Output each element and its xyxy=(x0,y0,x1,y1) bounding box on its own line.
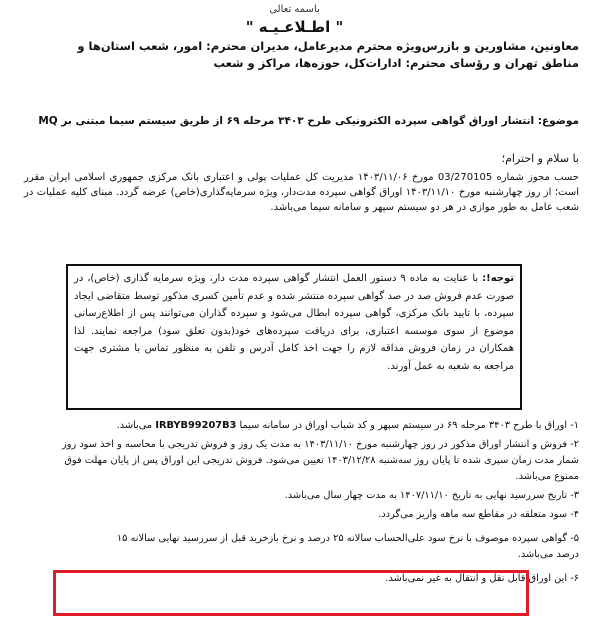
intro-paragraph: حسب مجوز شماره 03/270105 مورخ ۱۴۰۳/۱۱/۰۶ مدیریت کل عملیات پولی و اعتباری بانک مرکزی جمهوری اسلامی ایران مقرر است؛ از روز چهارشنبه مورخ ۱۴۰۳/۱۱/۱۰ اوراق گواهی سپرده مدت‌دار، ویژه سرمایه‌گذاری(خاص) عرضه گردد. مبنای کلیه عملیات در شعب عامل به طور موازی در هر دو سیستم سپهر و سامانه سیما می‌باشد. xyxy=(24,172,579,213)
highlight-box xyxy=(53,570,529,616)
item-number: ۱- xyxy=(570,420,579,431)
recipients-line-2: مناطق تهران و رؤسای محترم: ادارات‌کل، حوزه‌ها، مراکز و شعب xyxy=(213,56,579,70)
items-list xyxy=(40,418,579,590)
item-number: ۲- xyxy=(570,439,579,450)
note-text: با عنایت به ماده ۹ دستور العمل انتشار گواهی سپرده مدت دار، ویژه سرمایه گذاری (خاص)، در صورت عدم فروش صد در صد گواهی سپرده منتشر شده و عدم تأمین کسری مذکور توسط متقاضی ایجاد سپرده، با تایید بانک مرکزی، گواهی سپرده ابطال می‌شود و سپرده گذاران می‌توانند پس از اطلاع‌رسانی موضوع از سوی موسسه اعتباری، برای دریافت سپرده‌های خود(بدون تعلق سود) مراجعه نمایند. لذا همکاران در زمان فروش مداقه لازم را جهت اخذ کامل آدرس و تلفن به منظور تماس با مشتری جهت مراجعه به شعبه به عمل آورند. xyxy=(74,273,514,372)
item-number: ۳- xyxy=(570,490,579,501)
recipients-line-1: معاونین، مشاورین و بازرس‌ویژه محترم مدیرعامل، مدیران محترم: امور، شعب استان‌ها و xyxy=(77,39,579,53)
item-number: ۴- xyxy=(570,509,579,520)
recipients-block xyxy=(10,38,579,72)
list-item-1 xyxy=(40,418,579,434)
bismillah-text: باسمه تعالی xyxy=(269,4,320,15)
note-label: توجه!: xyxy=(482,273,514,284)
item-text: گواهی سپرده موصوف با نرخ سود علی‌الحساب سالانه ۲۵ درصد و نرخ بازخرید قبل از سررسید نهایی سالانه ۱۵ درصد می‌باشد. xyxy=(116,533,579,560)
note-box xyxy=(66,264,522,410)
item-text: فروش و انتشار اوراق مذکور در روز چهارشنبه مورخ ۱۴۰۳/۱۱/۱۰ به مدت یک روز و فروش تدریجی با محاسبه و اخذ سود روز شمار مدت زمان سپری شده تا پایان روز سه‌شنبه ۱۴۰۳/۱۲/۲۸ تعیین می‌شود. فروش تدریجی این اوراق پس از پایان مهلت فوق ممنوع می‌باشد. xyxy=(62,439,579,482)
item-text: تاریخ سررسید نهایی به تاریخ ۱۴۰۷/۱۱/۱۰ به مدت چهار سال می‌باشد. xyxy=(284,490,568,501)
item-number: ۵- xyxy=(570,533,579,544)
item-code: IRBYB99207B3 xyxy=(155,420,237,431)
list-item-4 xyxy=(40,507,579,523)
list-item-2 xyxy=(40,437,579,485)
list-item-5 xyxy=(110,531,579,563)
subject-line: موضوع: انتشار اوراق گواهی سپرده الکترونیکی طرح ۳۴۰۳ مرحله ۶۹ از طریق سیستم سیما مبتنی بر MQ xyxy=(38,115,579,127)
item-text: سود متعلقه در مقاطع سه ماهه واریز می‌گردد. xyxy=(378,509,568,520)
list-item-3 xyxy=(40,488,579,504)
item-text: این اوراق قابل نقل و انتقال به غیر نمی‌باشد. xyxy=(385,573,568,584)
item-suffix: می‌باشد. xyxy=(116,420,153,431)
greeting: با سلام و احترام؛ xyxy=(501,152,579,165)
notice-title: " اطـلاعـیـه " xyxy=(245,18,344,36)
item-number: ۶- xyxy=(570,573,579,584)
item-text: اوراق با طرح ۳۴۰۳ مرحله ۶۹ در سیستم سپهر و کد شباب اوراق در سامانه سیما xyxy=(239,420,568,431)
